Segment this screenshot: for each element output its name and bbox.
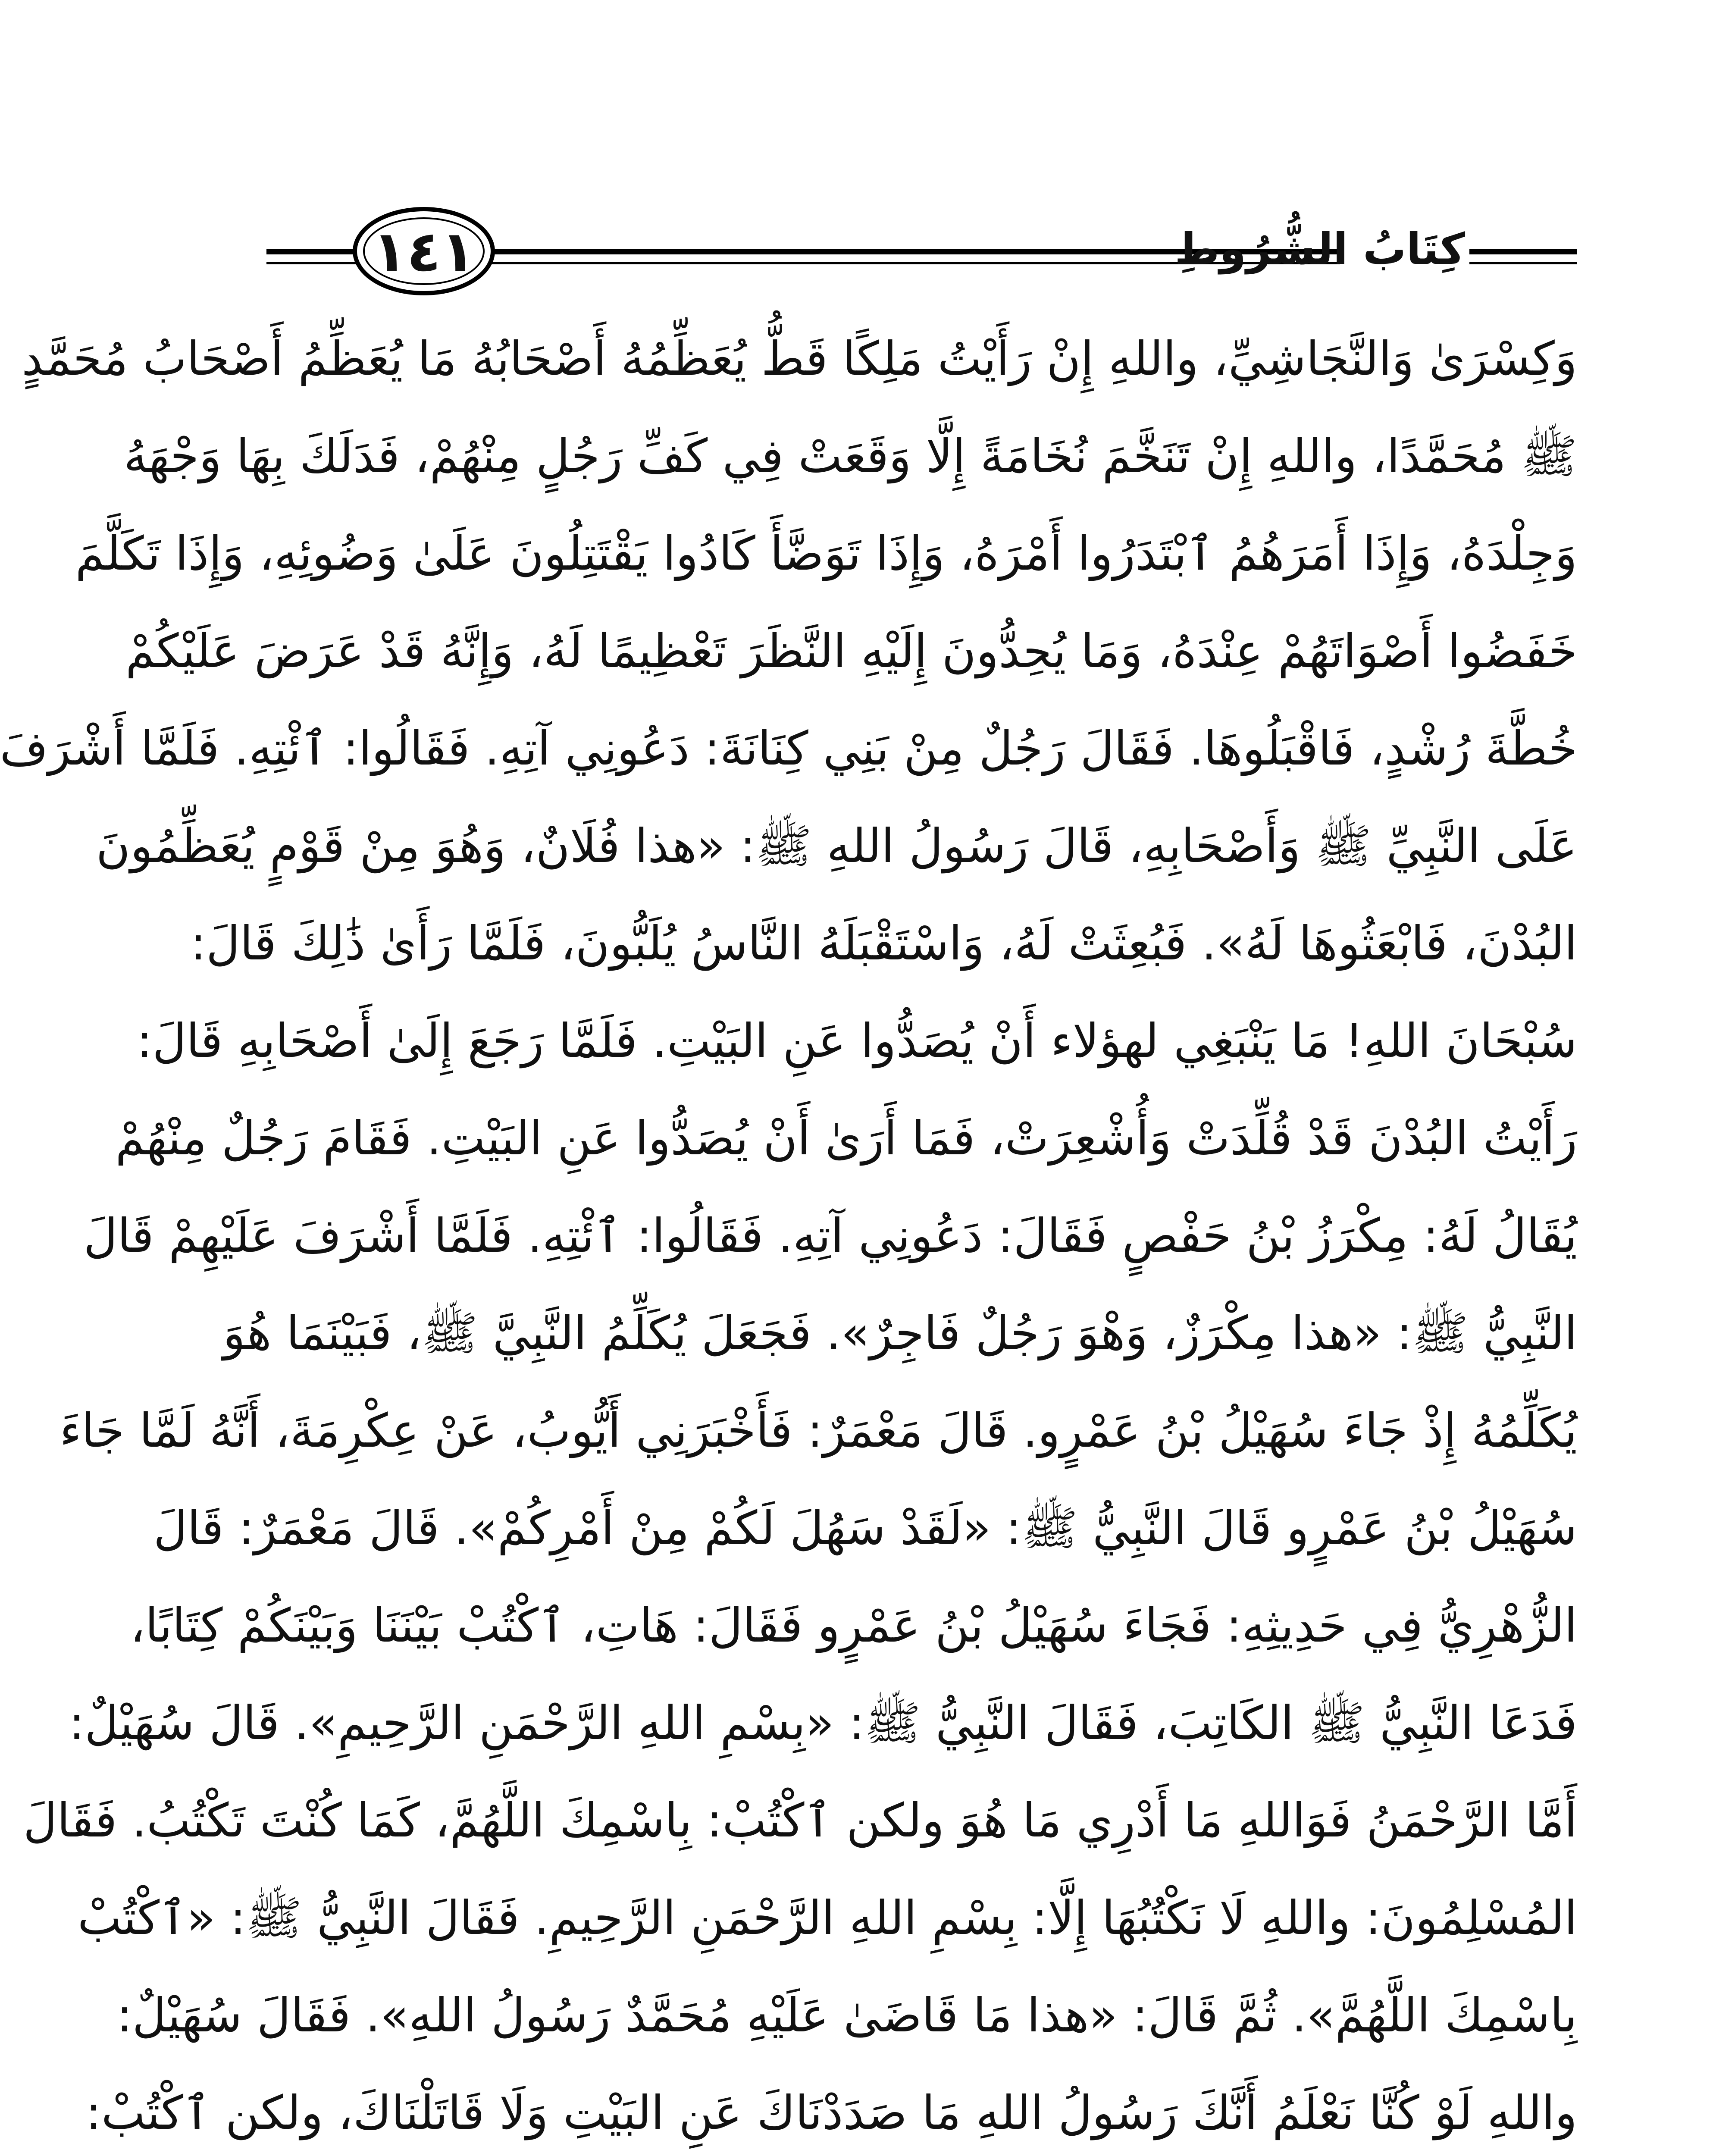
text-line: ﷺ مُحَمَّدًا، واللهِ إِنْ تَنَخَّمَ نُخَامَةً إِلَّا وَقَعَتْ فِي كَفِّ رَجُلٍ مِنْهُمْ، فَدَلَكَ بِهَا وَجْهَهُ bbox=[124, 429, 1577, 483]
header-rule bbox=[1469, 262, 1577, 264]
text-line: يُقَالُ لَهُ: مِكْرَزُ بْنُ حَفْصٍ فَقَالَ: دَعُونِي آتِهِ. فَقَالُوا: ٱئْتِهِ. فَلَمَّا أَشْرَفَ عَلَيْهِمْ قَالَ bbox=[83, 1209, 1577, 1263]
text-line: خَفَضُوا أَصْوَاتَهُمْ عِنْدَهُ، وَمَا يُحِدُّونَ إِلَيْهِ النَّظَرَ تَعْظِيمًا لَهُ، وَإِنَّهُ قَدْ عَرَضَ عَلَيْكُمْ bbox=[125, 624, 1577, 678]
text-line: النَّبِيُّ ﷺ: «هذا مِكْرَزٌ، وَهْوَ رَجُلٌ فَاجِرٌ». فَجَعَلَ يُكَلِّمُ النَّبِيَّ ﷺ، فَبَيْنَمَا هُوَ bbox=[222, 1307, 1577, 1360]
page-number-badge bbox=[353, 207, 495, 295]
text-line: عَلَى النَّبِيِّ ﷺ وَأَصْحَابِهِ، قَالَ رَسُولُ اللهِ ﷺ: «هذا فُلَانٌ، وَهُوَ مِنْ قَوْمٍ يُعَظِّمُونَ bbox=[96, 819, 1577, 873]
text-line: أَمَّا الرَّحْمَنُ فَوَاللهِ مَا أَدْرِي مَا هُوَ ولكن ٱكْتُبْ: بِاسْمِكَ اللَّهُمَّ، كَمَا كُنْتَ تَكْتُبُ. فَقَالَ bbox=[23, 1794, 1577, 1848]
text-line: واللهِ لَوْ كُنَّا نَعْلَمُ أَنَّكَ رَسُولُ اللهِ مَا صَدَدْنَاكَ عَنِ البَيْتِ وَلَا قَاتَلْنَاكَ، ولكن ٱكْتُبْ: bbox=[85, 2086, 1577, 2140]
text-line: وَجِلْدَهُ، وَإِذَا أَمَرَهُمُ ٱبْتَدَرُوا أَمْرَهُ، وَإِذَا تَوَضَّأَ كَادُوا يَقْتَتِلُونَ عَلَىٰ وَضُوئِهِ، وَإِذَا تَكَلَّمَ bbox=[75, 527, 1577, 581]
text-line: فَدَعَا النَّبِيُّ ﷺ الكَاتِبَ، فَقَالَ النَّبِيُّ ﷺ: «بِسْمِ اللهِ الرَّحْمَنِ الرَّحِيمِ». قَالَ سُهَيْلٌ: bbox=[69, 1696, 1577, 1750]
page-number: ١٤١ bbox=[372, 218, 476, 284]
text-line: سُهَيْلُ بْنُ عَمْرٍو قَالَ النَّبِيُّ ﷺ: «لَقَدْ سَهُلَ لَكُمْ مِنْ أَمْرِكُمْ». قَالَ مَعْمَرٌ: قَالَ bbox=[153, 1501, 1577, 1555]
header-rule bbox=[1469, 249, 1577, 254]
text-line: خُطَّةَ رُشْدٍ، فَاقْبَلُوهَا. فَقَالَ رَجُلٌ مِنْ بَنِي كِنَانَةَ: دَعُونِي آتِهِ. فَقَالُوا: ٱئْتِهِ. فَلَمَّا أَشْرَفَ bbox=[0, 722, 1577, 776]
text-line: الزُّهْرِيُّ فِي حَدِيثِهِ: فَجَاءَ سُهَيْلُ بْنُ عَمْرٍو فَقَالَ: هَاتِ، ٱكْتُبْ بَيْنَنَا وَبَيْنَكُمْ كِتَابًا، bbox=[130, 1599, 1577, 1653]
text-line: البُدْنَ، فَابْعَثُوهَا لَهُ». فَبُعِثَتْ لَهُ، وَاسْتَقْبَلَهُ النَّاسُ يُلَبُّونَ، فَلَمَّا رَأَىٰ ذَٰلِكَ قَالَ: bbox=[190, 917, 1577, 971]
book-title: كِتَابُ الشُّرُوطِ bbox=[1174, 224, 1465, 274]
text-line: سُبْحَانَ اللهِ! مَا يَنْبَغِي لهؤلاء أَنْ يُصَدُّوا عَنِ البَيْتِ. فَلَمَّا رَجَعَ إِلَىٰ أَصْحَابِهِ قَالَ: bbox=[137, 1014, 1577, 1068]
text-line: رَأَيْتُ البُدْنَ قَدْ قُلِّدَتْ وَأُشْعِرَتْ، فَمَا أَرَىٰ أَنْ يُصَدُّوا عَنِ البَيْتِ. فَقَامَ رَجُلٌ مِنْهُمْ bbox=[115, 1112, 1577, 1166]
page-header bbox=[266, 203, 1577, 306]
body-text bbox=[0, 310, 1577, 2156]
text-line: وَكِسْرَىٰ وَالنَّجَاشِيِّ، واللهِ إِنْ رَأَيْتُ مَلِكًا قَطُّ يُعَظِّمُهُ أَصْحَابُهُ مَا يُعَظِّمُ أَصْحَابُ مُحَمَّدٍ bbox=[22, 332, 1577, 386]
text-line: المُسْلِمُونَ: واللهِ لَا نَكْتُبُهَا إِلَّا: بِسْمِ اللهِ الرَّحْمَنِ الرَّحِيمِ. فَقَالَ النَّبِيُّ ﷺ: «ٱكْتُبْ bbox=[77, 1891, 1577, 1945]
text-line: يُكَلِّمُهُ إِذْ جَاءَ سُهَيْلُ بْنُ عَمْرٍو. قَالَ مَعْمَرٌ: فَأَخْبَرَنِي أَيُّوبُ، عَنْ عِكْرِمَةَ، أَنَّهُ لَمَّا جَاءَ bbox=[60, 1404, 1577, 1458]
text-line: بِاسْمِكَ اللَّهُمَّ». ثُمَّ قَالَ: «هذا مَا قَاضَىٰ عَلَيْهِ مُحَمَّدٌ رَسُولُ اللهِ». فَقَالَ سُهَيْلٌ: bbox=[116, 1989, 1577, 2043]
